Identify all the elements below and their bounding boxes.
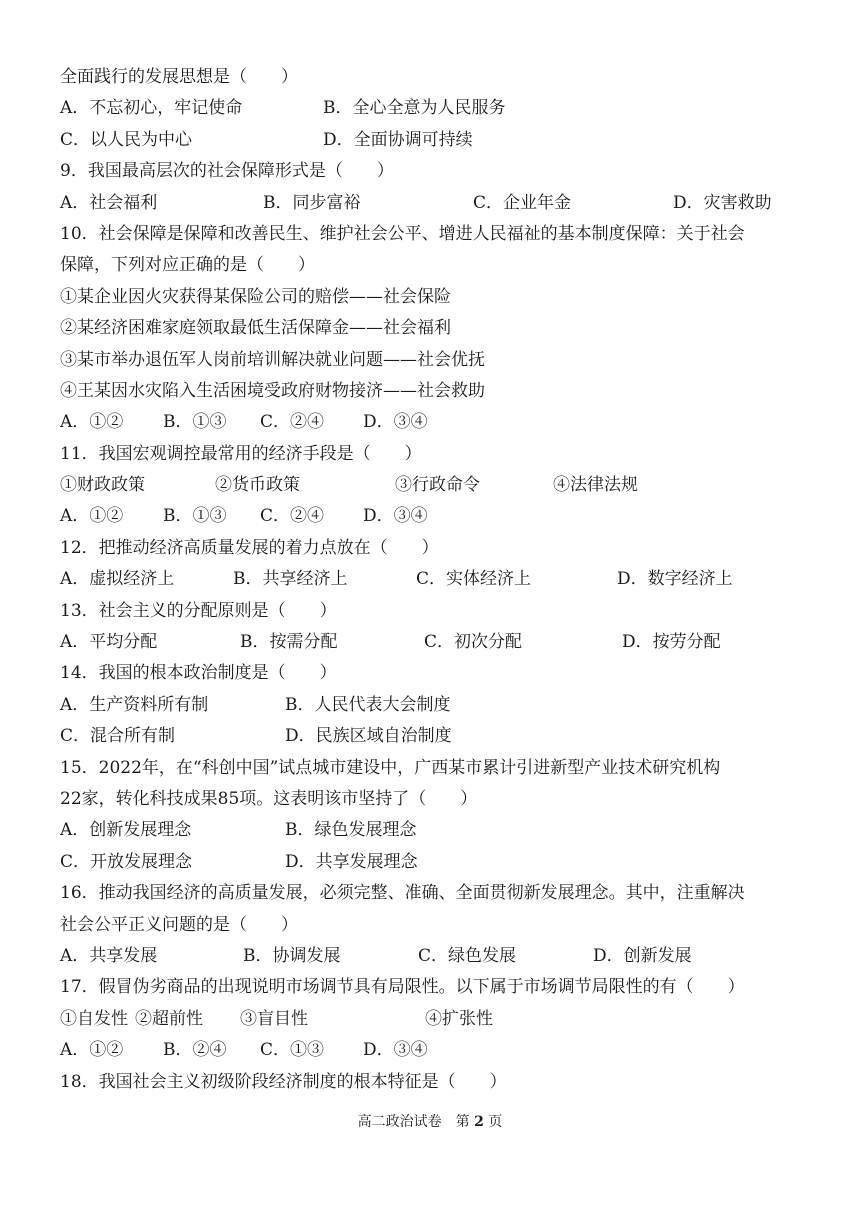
answer-option: C．初次分配 (424, 632, 523, 653)
question-line: 17．假冒伪劣商品的出现说明市场调节具有局限性。以下属于市场调节局限性的有（ ） (60, 977, 745, 998)
question-line: 12．把推动经济高质量发展的着力点放在（ ） (60, 537, 439, 558)
answer-option: B．共享经济上 (233, 569, 348, 590)
question-line: 18．我国社会主义初级阶段经济制度的根本特征是（ ） (60, 1071, 507, 1092)
answer-option: A．虚拟经济上 (60, 569, 175, 590)
answer-option: B．按需分配 (240, 632, 338, 653)
answer-option: B．①③ (163, 506, 227, 527)
answer-option: D．灾害救助 (673, 192, 772, 213)
footer-suffix: 页 (488, 1114, 503, 1130)
option-row (60, 407, 800, 438)
option-row (60, 470, 800, 501)
answer-option: A．①② (60, 1040, 124, 1061)
question-list (60, 62, 800, 1098)
footer-prefix: 高二政治试卷 第 (357, 1114, 470, 1130)
answer-option: D．③④ (363, 412, 428, 433)
answer-option: B．①③ (163, 412, 227, 433)
answer-option: A．不忘初心，牢记使命 (60, 98, 243, 119)
question-line: 保障，下列对应正确的是（ ） (60, 255, 315, 276)
answer-option: C．开放发展理念 (60, 851, 193, 872)
question-line: 10．社会保障是保障和改善民生、维护社会公平、增进人民福祉的基本制度保障：关于社会 (60, 223, 745, 244)
question-line: ③某市举办退伍军人岗前培训解决就业问题——社会优抚 (60, 349, 485, 370)
option-row (60, 721, 800, 752)
answer-option: ①自发性 (60, 1008, 128, 1029)
answer-option: A．平均分配 (60, 632, 158, 653)
question-line: 11．我国宏观调控最常用的经济手段是（ ） (60, 443, 422, 464)
answer-option: D．③④ (363, 1040, 428, 1061)
answer-option: ④法律法规 (553, 475, 638, 496)
option-row (60, 941, 800, 972)
answer-option: A．生产资料所有制 (60, 694, 209, 715)
question-line: 9．我国最高层次的社会保障形式是（ ） (60, 161, 394, 182)
answer-option: ②超前性 (135, 1008, 203, 1029)
option-row (60, 125, 800, 156)
option-row (60, 627, 800, 658)
question-line: 13．社会主义的分配原则是（ ） (60, 600, 337, 621)
question-line: 16．推动我国经济的高质量发展，必须完整、准确、全面贯彻新发展理念。其中，注重解决 (60, 883, 745, 904)
answer-option: ②货币政策 (215, 475, 300, 496)
question-line: ②某经济困难家庭领取最低生活保障金——社会福利 (60, 318, 451, 339)
question-line: ①某企业因火灾获得某保险公司的赔偿——社会保险 (60, 286, 451, 307)
option-row (60, 93, 800, 124)
answer-option: ④扩张性 (425, 1008, 493, 1029)
answer-option: C．混合所有制 (60, 726, 176, 747)
option-row (60, 815, 800, 846)
option-row (60, 847, 800, 878)
question-line: ④王某因水灾陷入生活困境受政府财物接济——社会救助 (60, 380, 485, 401)
answer-option: D．③④ (363, 506, 428, 527)
option-row (60, 1004, 800, 1035)
answer-option: B．绿色发展理念 (285, 820, 417, 841)
answer-option: D．数字经济上 (617, 569, 733, 590)
answer-option: C．②④ (260, 412, 325, 433)
answer-option: D．民族区域自治制度 (285, 726, 452, 747)
answer-option: ①财政政策 (60, 475, 145, 496)
option-row (60, 188, 800, 219)
question-line: 22家，转化科技成果85项。这表明该市坚持了（ ） (60, 788, 478, 809)
answer-option: B．人民代表大会制度 (285, 694, 451, 715)
option-row (60, 501, 800, 532)
answer-option: ③行政命令 (395, 475, 480, 496)
answer-option: D．按劳分配 (622, 632, 721, 653)
footer-page-number: 2 (474, 1114, 484, 1130)
answer-option: A．①② (60, 412, 124, 433)
answer-option: B．同步富裕 (263, 192, 361, 213)
option-row (60, 690, 800, 721)
answer-option: B．②④ (163, 1040, 227, 1061)
question-line: 15．2022年，在“科创中国”试点城市建设中，广西某市累计引进新型产业技术研究机构 (60, 757, 721, 778)
answer-option: C．②④ (260, 506, 325, 527)
answer-option: ③盲目性 (240, 1008, 308, 1029)
answer-option: A．共享发展 (60, 945, 158, 966)
answer-option: D．全面协调可持续 (323, 129, 473, 150)
answer-option: C．以人民为中心 (60, 129, 193, 150)
option-row (60, 564, 800, 595)
answer-option: C．绿色发展 (418, 945, 517, 966)
answer-option: B．协调发展 (243, 945, 341, 966)
answer-option: C．①③ (260, 1040, 325, 1061)
answer-option: A．社会福利 (60, 192, 158, 213)
page-footer (0, 1112, 860, 1132)
option-row (60, 1035, 800, 1066)
answer-option: A．创新发展理念 (60, 820, 192, 841)
question-line: 社会公平正义问题的是（ ） (60, 914, 298, 935)
answer-option: C．实体经济上 (416, 569, 532, 590)
answer-option: B．全心全意为人民服务 (323, 98, 506, 119)
answer-option: A．①② (60, 506, 124, 527)
answer-option: C．企业年金 (473, 192, 572, 213)
question-line: 全面践行的发展思想是（ ） (60, 67, 298, 87)
answer-option: D．共享发展理念 (285, 851, 418, 872)
answer-option: D．创新发展 (593, 945, 692, 966)
question-line: 14．我国的根本政治制度是（ ） (60, 663, 337, 684)
